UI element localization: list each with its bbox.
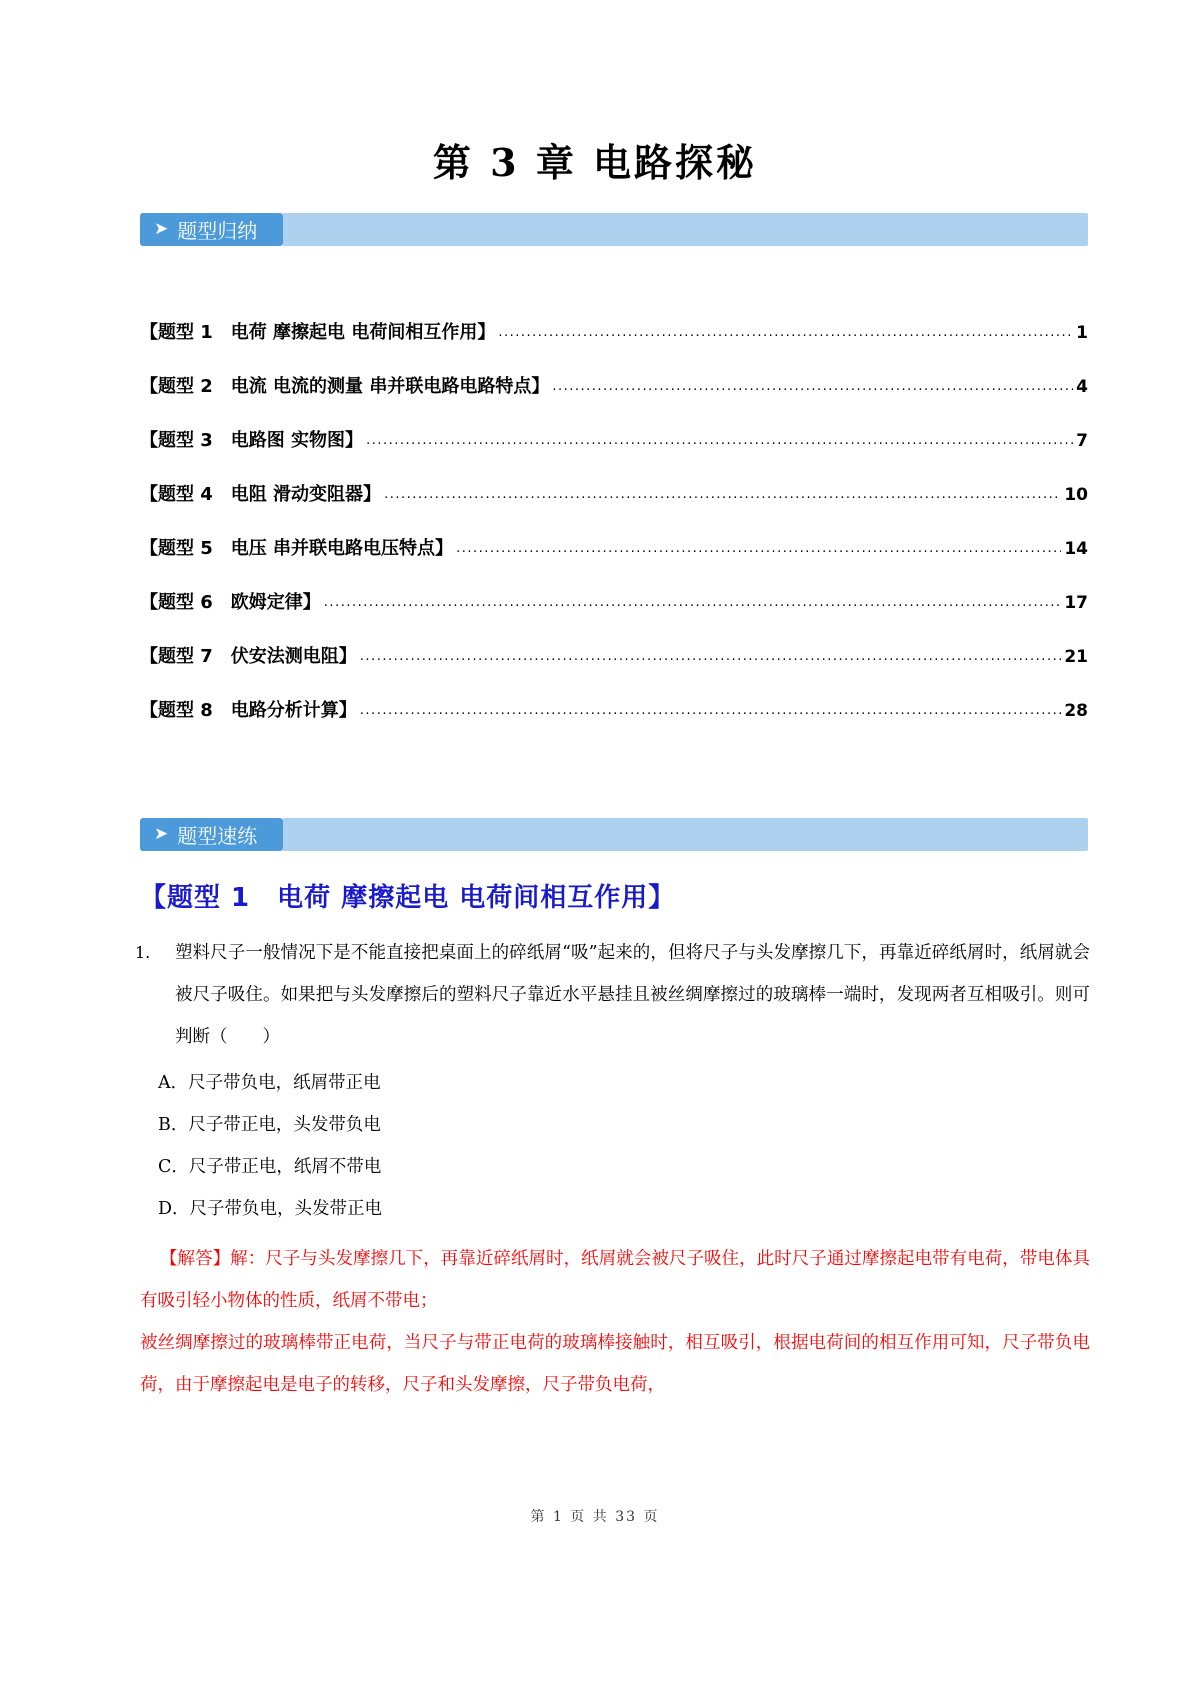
toc-page-number: 7 [1076, 431, 1088, 451]
toc-page-number: 1 [1076, 323, 1088, 343]
toc-header-button [140, 213, 283, 246]
toc-leader-dots [552, 379, 1073, 394]
topic-heading: 【题型 1 电荷 摩擦起电 电荷间相互作用】 [140, 883, 676, 913]
toc-item [140, 318, 1088, 372]
toc-page-number: 17 [1064, 593, 1088, 613]
practice-header-bar [283, 818, 1088, 851]
toc-item [140, 426, 1088, 480]
toc-item [140, 480, 1088, 534]
toc-item [140, 588, 1088, 642]
toc-item-label: 【题型 2 电流 电流的测量 串并联电路电路特点】 [140, 376, 550, 397]
toc-item-label: 【题型 8 电路分析计算】 [140, 700, 357, 721]
option-c: C．尺子带正电，纸屑不带电 [158, 1157, 382, 1177]
toc-page-number: 21 [1064, 647, 1088, 667]
toc-header-bar [283, 213, 1088, 246]
toc-item-label: 【题型 6 欧姆定律】 [140, 592, 321, 613]
arrow-icon: ➤ [154, 824, 169, 844]
arrow-icon: ➤ [154, 219, 169, 239]
page-title: 第 3 章 电路探秘 [432, 140, 758, 185]
toc-item [140, 372, 1088, 426]
toc-leader-dots [498, 325, 1073, 340]
toc-leader-dots [456, 541, 1061, 556]
option-b: B．尺子带正电，头发带负电 [158, 1115, 381, 1135]
toc-item-label: 【题型 1 电荷 摩擦起电 电荷间相互作用】 [140, 322, 496, 343]
practice-section-header [140, 818, 1088, 851]
toc-item [140, 534, 1088, 588]
toc-leader-dots [366, 433, 1073, 448]
toc-page-number: 28 [1064, 701, 1088, 721]
toc-item-label: 【题型 7 伏安法测电阻】 [140, 646, 357, 667]
option-d: D．尺子带负电，头发带正电 [158, 1199, 383, 1219]
page-footer: 第 1 页 共 33 页 [530, 1509, 660, 1525]
answer-paragraph: 被丝绸摩擦过的玻璃棒带正电荷，当尺子与带正电荷的玻璃棒接触时，相互吸引，根据电荷间的相互作用可知，尺子带负电荷，由于摩擦起电是电子的转移，尺子和头发摩擦，尺子带负电荷， [140, 1333, 1090, 1395]
toc-leader-dots [384, 487, 1061, 502]
toc-leader-dots [360, 703, 1062, 718]
toc-item-label: 【题型 4 电阻 滑动变阻器】 [140, 484, 382, 505]
option-a: A．尺子带负电，纸屑带正电 [158, 1073, 381, 1093]
answer-block [140, 1238, 1090, 1406]
table-of-contents [140, 318, 1088, 750]
toc-page-number: 10 [1064, 485, 1088, 505]
toc-leader-dots [360, 649, 1062, 664]
options-list [158, 1062, 1090, 1230]
toc-section-header [140, 213, 1088, 246]
toc-item-label: 【题型 5 电压 串并联电路电压特点】 [140, 538, 454, 559]
question-item [135, 932, 1090, 1058]
practice-header-button [140, 818, 283, 851]
question-number: 1. [135, 943, 151, 962]
toc-item-label: 【题型 3 电路图 实物图】 [140, 430, 364, 451]
question-text: 塑料尺子一般情况下是不能直接把桌面上的碎纸屑“吸”起来的，但将尺子与头发摩擦几下，再靠近碎纸屑时，纸屑就会被尺子吸住。如果把与头发摩擦后的塑料尺子靠近水平悬挂且被丝绸摩擦过的玻璃棒一端时，发现两者互相吸引。则可判断（ ） [175, 943, 1090, 1047]
toc-leader-dots [324, 595, 1062, 610]
toc-item [140, 642, 1088, 696]
toc-page-number: 4 [1076, 377, 1088, 397]
toc-header-label: 题型归纳 [177, 219, 258, 243]
practice-header-label: 题型速练 [177, 824, 258, 848]
answer-paragraph: 【解答】解：尺子与头发摩擦几下，再靠近碎纸屑时，纸屑就会被尺子吸住，此时尺子通过摩擦起电带有电荷，带电体具有吸引轻小物体的性质，纸屑不带电； [140, 1249, 1090, 1311]
toc-page-number: 14 [1064, 539, 1088, 559]
toc-item [140, 696, 1088, 750]
